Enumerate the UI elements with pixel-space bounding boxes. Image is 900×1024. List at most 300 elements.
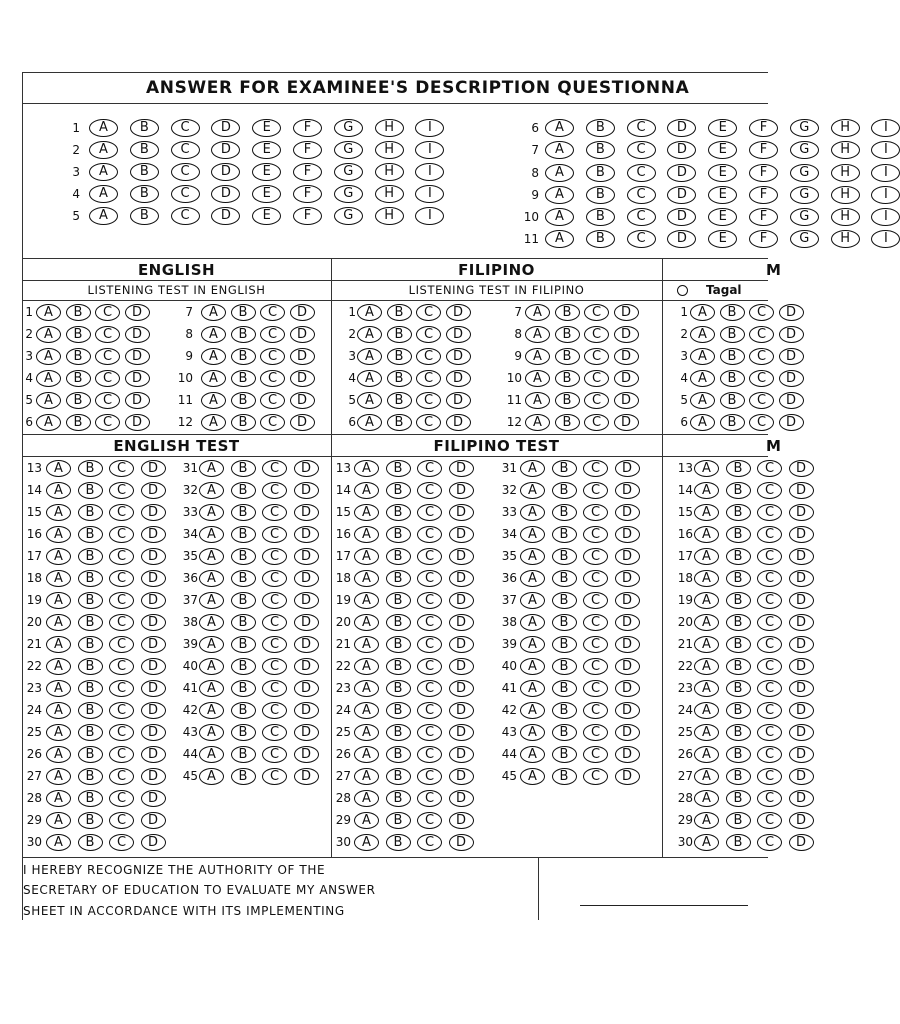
english-listening-item-3-bubble-c[interactable]: C — [95, 348, 120, 365]
filipino-test-item-13-bubble-c[interactable]: C — [417, 460, 442, 477]
english-listening-item-1-bubble-c[interactable]: C — [95, 304, 120, 321]
third-test-item-29-bubble-a[interactable]: A — [694, 812, 719, 829]
filipino-test-item-28-bubble-c[interactable]: C — [417, 790, 442, 807]
english-listening-item-12-bubble-c[interactable]: C — [260, 414, 285, 431]
english-test-item-27-bubble-b[interactable]: B — [78, 768, 103, 785]
filipino-listening-item-11-bubble-a[interactable]: A — [525, 392, 550, 409]
english-test-item-13-bubble-d[interactable]: D — [141, 460, 166, 477]
english-test-item-23-bubble-a[interactable]: A — [46, 680, 71, 697]
english-test-item-21-bubble-a[interactable]: A — [46, 636, 71, 653]
filipino-test-item-45-bubble-b[interactable]: B — [552, 768, 577, 785]
third-test-item-23-bubble-c[interactable]: C — [757, 680, 782, 697]
english-test-item-42-bubble-d[interactable]: D — [294, 702, 319, 719]
filipino-listening-item-6-bubble-d[interactable]: D — [446, 414, 471, 431]
english-test-item-35-bubble-c[interactable]: C — [262, 548, 287, 565]
english-test-item-31-bubble-b[interactable]: B — [231, 460, 256, 477]
english-test-item-24-bubble-b[interactable]: B — [78, 702, 103, 719]
questionnaire-item-10-bubble-d[interactable]: D — [667, 208, 696, 226]
third-test-item-16-bubble-c[interactable]: C — [757, 526, 782, 543]
english-test-item-14-bubble-b[interactable]: B — [78, 482, 103, 499]
english-test-item-30-bubble-a[interactable]: A — [46, 834, 71, 851]
questionnaire-item-8-bubble-f[interactable]: F — [749, 164, 778, 182]
filipino-test-item-21-bubble-a[interactable]: A — [354, 636, 379, 653]
third-test-item-19-bubble-b[interactable]: B — [726, 592, 751, 609]
english-test-item-24-bubble-c[interactable]: C — [109, 702, 134, 719]
english-test-item-31-bubble-c[interactable]: C — [262, 460, 287, 477]
third-test-item-17-bubble-b[interactable]: B — [726, 548, 751, 565]
questionnaire-item-7-bubble-h[interactable]: H — [831, 141, 860, 159]
english-test-item-43-bubble-c[interactable]: C — [262, 724, 287, 741]
filipino-test-item-18-bubble-b[interactable]: B — [386, 570, 411, 587]
english-test-item-17-bubble-b[interactable]: B — [78, 548, 103, 565]
questionnaire-item-8-bubble-a[interactable]: A — [545, 164, 574, 182]
questionnaire-item-3-bubble-b[interactable]: B — [130, 163, 159, 181]
filipino-test-item-39-bubble-d[interactable]: D — [615, 636, 640, 653]
filipino-listening-item-7-bubble-d[interactable]: D — [614, 304, 639, 321]
questionnaire-item-9-bubble-g[interactable]: G — [790, 186, 819, 204]
filipino-test-item-31-bubble-a[interactable]: A — [520, 460, 545, 477]
questionnaire-item-7-bubble-f[interactable]: F — [749, 141, 778, 159]
third-test-item-27-bubble-b[interactable]: B — [726, 768, 751, 785]
third-test-item-14-bubble-c[interactable]: C — [757, 482, 782, 499]
filipino-listening-item-3-bubble-c[interactable]: C — [416, 348, 441, 365]
english-test-item-19-bubble-d[interactable]: D — [141, 592, 166, 609]
filipino-test-item-34-bubble-c[interactable]: C — [583, 526, 608, 543]
filipino-test-item-30-bubble-d[interactable]: D — [449, 834, 474, 851]
third-test-item-20-bubble-b[interactable]: B — [726, 614, 751, 631]
filipino-listening-item-3-bubble-a[interactable]: A — [357, 348, 382, 365]
third-listening-item-2-bubble-c[interactable]: C — [749, 326, 774, 343]
third-test-item-28-bubble-d[interactable]: D — [789, 790, 814, 807]
english-test-item-38-bubble-d[interactable]: D — [294, 614, 319, 631]
filipino-test-item-28-bubble-a[interactable]: A — [354, 790, 379, 807]
filipino-test-item-16-bubble-b[interactable]: B — [386, 526, 411, 543]
filipino-test-item-15-bubble-a[interactable]: A — [354, 504, 379, 521]
english-test-item-32-bubble-b[interactable]: B — [231, 482, 256, 499]
filipino-listening-item-11-bubble-b[interactable]: B — [555, 392, 580, 409]
questionnaire-item-3-bubble-d[interactable]: D — [211, 163, 240, 181]
english-listening-item-4-bubble-a[interactable]: A — [36, 370, 61, 387]
english-test-item-16-bubble-b[interactable]: B — [78, 526, 103, 543]
filipino-test-item-24-bubble-c[interactable]: C — [417, 702, 442, 719]
english-test-item-22-bubble-a[interactable]: A — [46, 658, 71, 675]
english-listening-item-9-bubble-a[interactable]: A — [201, 348, 226, 365]
filipino-test-item-45-bubble-a[interactable]: A — [520, 768, 545, 785]
english-test-item-23-bubble-c[interactable]: C — [109, 680, 134, 697]
third-test-item-19-bubble-c[interactable]: C — [757, 592, 782, 609]
filipino-test-item-42-bubble-d[interactable]: D — [615, 702, 640, 719]
filipino-test-item-39-bubble-c[interactable]: C — [583, 636, 608, 653]
filipino-test-item-44-bubble-b[interactable]: B — [552, 746, 577, 763]
questionnaire-item-2-bubble-f[interactable]: F — [293, 141, 322, 159]
filipino-test-item-14-bubble-c[interactable]: C — [417, 482, 442, 499]
filipino-test-item-24-bubble-a[interactable]: A — [354, 702, 379, 719]
english-test-item-28-bubble-b[interactable]: B — [78, 790, 103, 807]
filipino-test-item-14-bubble-a[interactable]: A — [354, 482, 379, 499]
english-test-item-43-bubble-b[interactable]: B — [231, 724, 256, 741]
english-listening-item-9-bubble-b[interactable]: B — [231, 348, 256, 365]
filipino-test-item-29-bubble-d[interactable]: D — [449, 812, 474, 829]
third-test-item-16-bubble-a[interactable]: A — [694, 526, 719, 543]
filipino-test-item-26-bubble-a[interactable]: A — [354, 746, 379, 763]
filipino-listening-item-5-bubble-d[interactable]: D — [446, 392, 471, 409]
filipino-test-item-27-bubble-a[interactable]: A — [354, 768, 379, 785]
filipino-listening-item-8-bubble-c[interactable]: C — [584, 326, 609, 343]
third-test-item-30-bubble-d[interactable]: D — [789, 834, 814, 851]
english-test-item-20-bubble-d[interactable]: D — [141, 614, 166, 631]
english-test-item-37-bubble-c[interactable]: C — [262, 592, 287, 609]
filipino-test-item-15-bubble-c[interactable]: C — [417, 504, 442, 521]
questionnaire-item-2-bubble-d[interactable]: D — [211, 141, 240, 159]
third-test-item-28-bubble-a[interactable]: A — [694, 790, 719, 807]
questionnaire-item-7-bubble-c[interactable]: C — [627, 141, 656, 159]
third-test-item-28-bubble-b[interactable]: B — [726, 790, 751, 807]
english-test-item-28-bubble-d[interactable]: D — [141, 790, 166, 807]
questionnaire-item-11-bubble-d[interactable]: D — [667, 230, 696, 248]
third-listening-item-5-bubble-d[interactable]: D — [779, 392, 804, 409]
filipino-listening-item-4-bubble-c[interactable]: C — [416, 370, 441, 387]
third-listening-item-6-bubble-d[interactable]: D — [779, 414, 804, 431]
questionnaire-item-11-bubble-g[interactable]: G — [790, 230, 819, 248]
english-test-item-39-bubble-a[interactable]: A — [199, 636, 224, 653]
questionnaire-item-6-bubble-e[interactable]: E — [708, 119, 737, 137]
english-listening-item-4-bubble-b[interactable]: B — [66, 370, 91, 387]
filipino-test-item-28-bubble-b[interactable]: B — [386, 790, 411, 807]
questionnaire-item-4-bubble-b[interactable]: B — [130, 185, 159, 203]
filipino-test-item-29-bubble-c[interactable]: C — [417, 812, 442, 829]
filipino-test-item-17-bubble-b[interactable]: B — [386, 548, 411, 565]
english-test-item-31-bubble-a[interactable]: A — [199, 460, 224, 477]
questionnaire-item-1-bubble-i[interactable]: I — [415, 119, 444, 137]
english-listening-item-3-bubble-b[interactable]: B — [66, 348, 91, 365]
third-test-item-19-bubble-a[interactable]: A — [694, 592, 719, 609]
english-test-item-15-bubble-d[interactable]: D — [141, 504, 166, 521]
filipino-test-item-36-bubble-a[interactable]: A — [520, 570, 545, 587]
filipino-test-item-31-bubble-c[interactable]: C — [583, 460, 608, 477]
questionnaire-item-9-bubble-c[interactable]: C — [627, 186, 656, 204]
english-test-item-14-bubble-d[interactable]: D — [141, 482, 166, 499]
filipino-listening-item-2-bubble-c[interactable]: C — [416, 326, 441, 343]
filipino-test-item-13-bubble-b[interactable]: B — [386, 460, 411, 477]
third-test-item-27-bubble-a[interactable]: A — [694, 768, 719, 785]
third-test-item-18-bubble-c[interactable]: C — [757, 570, 782, 587]
third-test-item-30-bubble-b[interactable]: B — [726, 834, 751, 851]
questionnaire-item-9-bubble-e[interactable]: E — [708, 186, 737, 204]
questionnaire-item-6-bubble-i[interactable]: I — [871, 119, 900, 137]
english-test-item-20-bubble-a[interactable]: A — [46, 614, 71, 631]
third-test-item-15-bubble-c[interactable]: C — [757, 504, 782, 521]
third-test-item-29-bubble-b[interactable]: B — [726, 812, 751, 829]
filipino-test-item-25-bubble-a[interactable]: A — [354, 724, 379, 741]
english-test-item-26-bubble-c[interactable]: C — [109, 746, 134, 763]
third-test-item-21-bubble-c[interactable]: C — [757, 636, 782, 653]
filipino-test-item-43-bubble-c[interactable]: C — [583, 724, 608, 741]
english-test-item-34-bubble-a[interactable]: A — [199, 526, 224, 543]
questionnaire-item-3-bubble-h[interactable]: H — [375, 163, 404, 181]
questionnaire-item-10-bubble-f[interactable]: F — [749, 208, 778, 226]
filipino-listening-item-2-bubble-b[interactable]: B — [387, 326, 412, 343]
english-listening-item-1-bubble-a[interactable]: A — [36, 304, 61, 321]
english-test-item-18-bubble-b[interactable]: B — [78, 570, 103, 587]
filipino-test-item-26-bubble-b[interactable]: B — [386, 746, 411, 763]
questionnaire-item-6-bubble-g[interactable]: G — [790, 119, 819, 137]
english-test-item-21-bubble-d[interactable]: D — [141, 636, 166, 653]
english-test-item-29-bubble-c[interactable]: C — [109, 812, 134, 829]
english-test-item-38-bubble-a[interactable]: A — [199, 614, 224, 631]
third-test-item-25-bubble-c[interactable]: C — [757, 724, 782, 741]
filipino-test-item-40-bubble-a[interactable]: A — [520, 658, 545, 675]
filipino-test-item-32-bubble-c[interactable]: C — [583, 482, 608, 499]
questionnaire-item-4-bubble-a[interactable]: A — [89, 185, 118, 203]
english-test-item-17-bubble-d[interactable]: D — [141, 548, 166, 565]
english-test-item-29-bubble-a[interactable]: A — [46, 812, 71, 829]
questionnaire-item-11-bubble-a[interactable]: A — [545, 230, 574, 248]
questionnaire-item-1-bubble-f[interactable]: F — [293, 119, 322, 137]
english-test-item-25-bubble-b[interactable]: B — [78, 724, 103, 741]
filipino-listening-item-9-bubble-d[interactable]: D — [614, 348, 639, 365]
english-listening-item-5-bubble-c[interactable]: C — [95, 392, 120, 409]
questionnaire-item-6-bubble-a[interactable]: A — [545, 119, 574, 137]
questionnaire-item-6-bubble-h[interactable]: H — [831, 119, 860, 137]
filipino-test-item-26-bubble-d[interactable]: D — [449, 746, 474, 763]
filipino-test-item-42-bubble-c[interactable]: C — [583, 702, 608, 719]
third-test-item-24-bubble-c[interactable]: C — [757, 702, 782, 719]
questionnaire-item-11-bubble-i[interactable]: I — [871, 230, 900, 248]
third-listening-item-4-bubble-c[interactable]: C — [749, 370, 774, 387]
third-listening-item-2-bubble-d[interactable]: D — [779, 326, 804, 343]
filipino-test-item-26-bubble-c[interactable]: C — [417, 746, 442, 763]
english-test-item-24-bubble-a[interactable]: A — [46, 702, 71, 719]
filipino-listening-item-12-bubble-d[interactable]: D — [614, 414, 639, 431]
third-test-item-20-bubble-d[interactable]: D — [789, 614, 814, 631]
questionnaire-item-6-bubble-b[interactable]: B — [586, 119, 615, 137]
questionnaire-item-2-bubble-g[interactable]: G — [334, 141, 363, 159]
english-test-item-42-bubble-b[interactable]: B — [231, 702, 256, 719]
questionnaire-item-2-bubble-b[interactable]: B — [130, 141, 159, 159]
filipino-test-item-22-bubble-a[interactable]: A — [354, 658, 379, 675]
filipino-test-item-25-bubble-b[interactable]: B — [386, 724, 411, 741]
english-listening-item-2-bubble-d[interactable]: D — [125, 326, 150, 343]
english-test-item-45-bubble-a[interactable]: A — [199, 768, 224, 785]
filipino-listening-item-9-bubble-c[interactable]: C — [584, 348, 609, 365]
filipino-test-item-31-bubble-b[interactable]: B — [552, 460, 577, 477]
filipino-test-item-35-bubble-b[interactable]: B — [552, 548, 577, 565]
english-test-item-26-bubble-b[interactable]: B — [78, 746, 103, 763]
filipino-test-item-21-bubble-b[interactable]: B — [386, 636, 411, 653]
third-test-item-26-bubble-c[interactable]: C — [757, 746, 782, 763]
filipino-test-item-23-bubble-c[interactable]: C — [417, 680, 442, 697]
english-listening-item-1-bubble-b[interactable]: B — [66, 304, 91, 321]
english-test-item-19-bubble-b[interactable]: B — [78, 592, 103, 609]
third-test-item-22-bubble-b[interactable]: B — [726, 658, 751, 675]
filipino-listening-item-1-bubble-c[interactable]: C — [416, 304, 441, 321]
english-test-item-39-bubble-d[interactable]: D — [294, 636, 319, 653]
english-test-item-30-bubble-b[interactable]: B — [78, 834, 103, 851]
questionnaire-item-2-bubble-h[interactable]: H — [375, 141, 404, 159]
third-test-item-24-bubble-a[interactable]: A — [694, 702, 719, 719]
english-test-item-25-bubble-c[interactable]: C — [109, 724, 134, 741]
filipino-test-item-20-bubble-d[interactable]: D — [449, 614, 474, 631]
third-listening-item-6-bubble-c[interactable]: C — [749, 414, 774, 431]
third-listening-item-1-bubble-d[interactable]: D — [779, 304, 804, 321]
questionnaire-item-1-bubble-d[interactable]: D — [211, 119, 240, 137]
third-test-item-13-bubble-b[interactable]: B — [726, 460, 751, 477]
filipino-test-item-17-bubble-c[interactable]: C — [417, 548, 442, 565]
filipino-listening-item-7-bubble-c[interactable]: C — [584, 304, 609, 321]
english-test-item-26-bubble-d[interactable]: D — [141, 746, 166, 763]
third-test-item-25-bubble-a[interactable]: A — [694, 724, 719, 741]
english-test-item-22-bubble-b[interactable]: B — [78, 658, 103, 675]
english-listening-item-6-bubble-d[interactable]: D — [125, 414, 150, 431]
filipino-test-item-32-bubble-b[interactable]: B — [552, 482, 577, 499]
third-test-item-27-bubble-c[interactable]: C — [757, 768, 782, 785]
english-test-item-20-bubble-b[interactable]: B — [78, 614, 103, 631]
english-test-item-26-bubble-a[interactable]: A — [46, 746, 71, 763]
english-listening-item-4-bubble-d[interactable]: D — [125, 370, 150, 387]
english-test-item-17-bubble-c[interactable]: C — [109, 548, 134, 565]
english-listening-item-7-bubble-b[interactable]: B — [231, 304, 256, 321]
third-test-item-19-bubble-d[interactable]: D — [789, 592, 814, 609]
english-listening-item-5-bubble-b[interactable]: B — [66, 392, 91, 409]
questionnaire-item-9-bubble-d[interactable]: D — [667, 186, 696, 204]
third-test-item-25-bubble-d[interactable]: D — [789, 724, 814, 741]
filipino-test-item-35-bubble-a[interactable]: A — [520, 548, 545, 565]
questionnaire-item-10-bubble-c[interactable]: C — [627, 208, 656, 226]
filipino-test-item-17-bubble-d[interactable]: D — [449, 548, 474, 565]
english-listening-item-11-bubble-a[interactable]: A — [201, 392, 226, 409]
third-test-item-17-bubble-d[interactable]: D — [789, 548, 814, 565]
questionnaire-item-5-bubble-e[interactable]: E — [252, 207, 281, 225]
questionnaire-item-4-bubble-e[interactable]: E — [252, 185, 281, 203]
english-listening-item-11-bubble-c[interactable]: C — [260, 392, 285, 409]
english-test-item-45-bubble-d[interactable]: D — [294, 768, 319, 785]
english-listening-item-2-bubble-b[interactable]: B — [66, 326, 91, 343]
third-listening-item-4-bubble-b[interactable]: B — [720, 370, 745, 387]
third-test-item-23-bubble-d[interactable]: D — [789, 680, 814, 697]
filipino-listening-item-2-bubble-d[interactable]: D — [446, 326, 471, 343]
english-test-item-25-bubble-a[interactable]: A — [46, 724, 71, 741]
questionnaire-item-7-bubble-b[interactable]: B — [586, 141, 615, 159]
filipino-listening-item-4-bubble-a[interactable]: A — [357, 370, 382, 387]
filipino-test-item-23-bubble-a[interactable]: A — [354, 680, 379, 697]
third-test-item-20-bubble-a[interactable]: A — [694, 614, 719, 631]
questionnaire-item-7-bubble-a[interactable]: A — [545, 141, 574, 159]
filipino-test-item-39-bubble-b[interactable]: B — [552, 636, 577, 653]
filipino-test-item-32-bubble-a[interactable]: A — [520, 482, 545, 499]
filipino-test-item-41-bubble-d[interactable]: D — [615, 680, 640, 697]
filipino-test-item-20-bubble-c[interactable]: C — [417, 614, 442, 631]
third-test-item-29-bubble-d[interactable]: D — [789, 812, 814, 829]
english-test-item-23-bubble-d[interactable]: D — [141, 680, 166, 697]
third-test-item-15-bubble-a[interactable]: A — [694, 504, 719, 521]
english-test-item-34-bubble-b[interactable]: B — [231, 526, 256, 543]
english-test-item-16-bubble-c[interactable]: C — [109, 526, 134, 543]
third-listening-item-3-bubble-b[interactable]: B — [720, 348, 745, 365]
filipino-test-item-27-bubble-d[interactable]: D — [449, 768, 474, 785]
filipino-test-item-43-bubble-b[interactable]: B — [552, 724, 577, 741]
english-test-item-39-bubble-c[interactable]: C — [262, 636, 287, 653]
questionnaire-item-5-bubble-h[interactable]: H — [375, 207, 404, 225]
filipino-test-item-22-bubble-c[interactable]: C — [417, 658, 442, 675]
third-listening-item-1-bubble-c[interactable]: C — [749, 304, 774, 321]
english-listening-item-8-bubble-d[interactable]: D — [290, 326, 315, 343]
english-test-item-33-bubble-c[interactable]: C — [262, 504, 287, 521]
third-listening-item-6-bubble-b[interactable]: B — [720, 414, 745, 431]
english-test-item-40-bubble-d[interactable]: D — [294, 658, 319, 675]
filipino-test-item-44-bubble-d[interactable]: D — [615, 746, 640, 763]
english-test-item-44-bubble-b[interactable]: B — [231, 746, 256, 763]
questionnaire-item-9-bubble-a[interactable]: A — [545, 186, 574, 204]
filipino-test-item-28-bubble-d[interactable]: D — [449, 790, 474, 807]
questionnaire-item-3-bubble-c[interactable]: C — [171, 163, 200, 181]
english-listening-item-10-bubble-a[interactable]: A — [201, 370, 226, 387]
third-test-item-23-bubble-a[interactable]: A — [694, 680, 719, 697]
questionnaire-item-5-bubble-i[interactable]: I — [415, 207, 444, 225]
questionnaire-item-10-bubble-h[interactable]: H — [831, 208, 860, 226]
filipino-listening-item-7-bubble-b[interactable]: B — [555, 304, 580, 321]
third-test-item-22-bubble-d[interactable]: D — [789, 658, 814, 675]
filipino-test-item-21-bubble-c[interactable]: C — [417, 636, 442, 653]
third-test-item-21-bubble-b[interactable]: B — [726, 636, 751, 653]
filipino-test-item-45-bubble-c[interactable]: C — [583, 768, 608, 785]
questionnaire-item-5-bubble-f[interactable]: F — [293, 207, 322, 225]
filipino-test-item-19-bubble-d[interactable]: D — [449, 592, 474, 609]
questionnaire-item-8-bubble-e[interactable]: E — [708, 164, 737, 182]
filipino-test-item-29-bubble-a[interactable]: A — [354, 812, 379, 829]
english-test-item-21-bubble-c[interactable]: C — [109, 636, 134, 653]
english-listening-item-7-bubble-c[interactable]: C — [260, 304, 285, 321]
filipino-listening-item-6-bubble-b[interactable]: B — [387, 414, 412, 431]
english-test-item-39-bubble-b[interactable]: B — [231, 636, 256, 653]
filipino-listening-item-6-bubble-c[interactable]: C — [416, 414, 441, 431]
third-test-item-16-bubble-d[interactable]: D — [789, 526, 814, 543]
filipino-listening-item-6-bubble-a[interactable]: A — [357, 414, 382, 431]
english-test-item-41-bubble-a[interactable]: A — [199, 680, 224, 697]
english-test-item-27-bubble-c[interactable]: C — [109, 768, 134, 785]
third-listening-item-6-bubble-a[interactable]: A — [690, 414, 715, 431]
english-test-item-42-bubble-a[interactable]: A — [199, 702, 224, 719]
third-listening-item-5-bubble-b[interactable]: B — [720, 392, 745, 409]
filipino-test-item-37-bubble-d[interactable]: D — [615, 592, 640, 609]
third-test-item-24-bubble-b[interactable]: B — [726, 702, 751, 719]
english-listening-item-2-bubble-c[interactable]: C — [95, 326, 120, 343]
questionnaire-item-9-bubble-h[interactable]: H — [831, 186, 860, 204]
english-test-item-41-bubble-d[interactable]: D — [294, 680, 319, 697]
third-test-item-29-bubble-c[interactable]: C — [757, 812, 782, 829]
filipino-test-item-16-bubble-d[interactable]: D — [449, 526, 474, 543]
filipino-test-item-36-bubble-d[interactable]: D — [615, 570, 640, 587]
english-test-item-37-bubble-b[interactable]: B — [231, 592, 256, 609]
english-test-item-45-bubble-b[interactable]: B — [231, 768, 256, 785]
english-test-item-44-bubble-d[interactable]: D — [294, 746, 319, 763]
filipino-test-item-32-bubble-d[interactable]: D — [615, 482, 640, 499]
filipino-test-item-27-bubble-b[interactable]: B — [386, 768, 411, 785]
english-test-item-35-bubble-a[interactable]: A — [199, 548, 224, 565]
filipino-test-item-44-bubble-a[interactable]: A — [520, 746, 545, 763]
filipino-test-item-14-bubble-d[interactable]: D — [449, 482, 474, 499]
filipino-listening-item-12-bubble-c[interactable]: C — [584, 414, 609, 431]
filipino-test-item-25-bubble-c[interactable]: C — [417, 724, 442, 741]
filipino-test-item-16-bubble-a[interactable]: A — [354, 526, 379, 543]
filipino-test-item-37-bubble-b[interactable]: B — [552, 592, 577, 609]
third-test-item-20-bubble-c[interactable]: C — [757, 614, 782, 631]
filipino-test-item-38-bubble-d[interactable]: D — [615, 614, 640, 631]
filipino-listening-item-12-bubble-b[interactable]: B — [555, 414, 580, 431]
filipino-test-item-38-bubble-a[interactable]: A — [520, 614, 545, 631]
questionnaire-item-2-bubble-i[interactable]: I — [415, 141, 444, 159]
english-test-item-32-bubble-c[interactable]: C — [262, 482, 287, 499]
filipino-test-item-22-bubble-d[interactable]: D — [449, 658, 474, 675]
